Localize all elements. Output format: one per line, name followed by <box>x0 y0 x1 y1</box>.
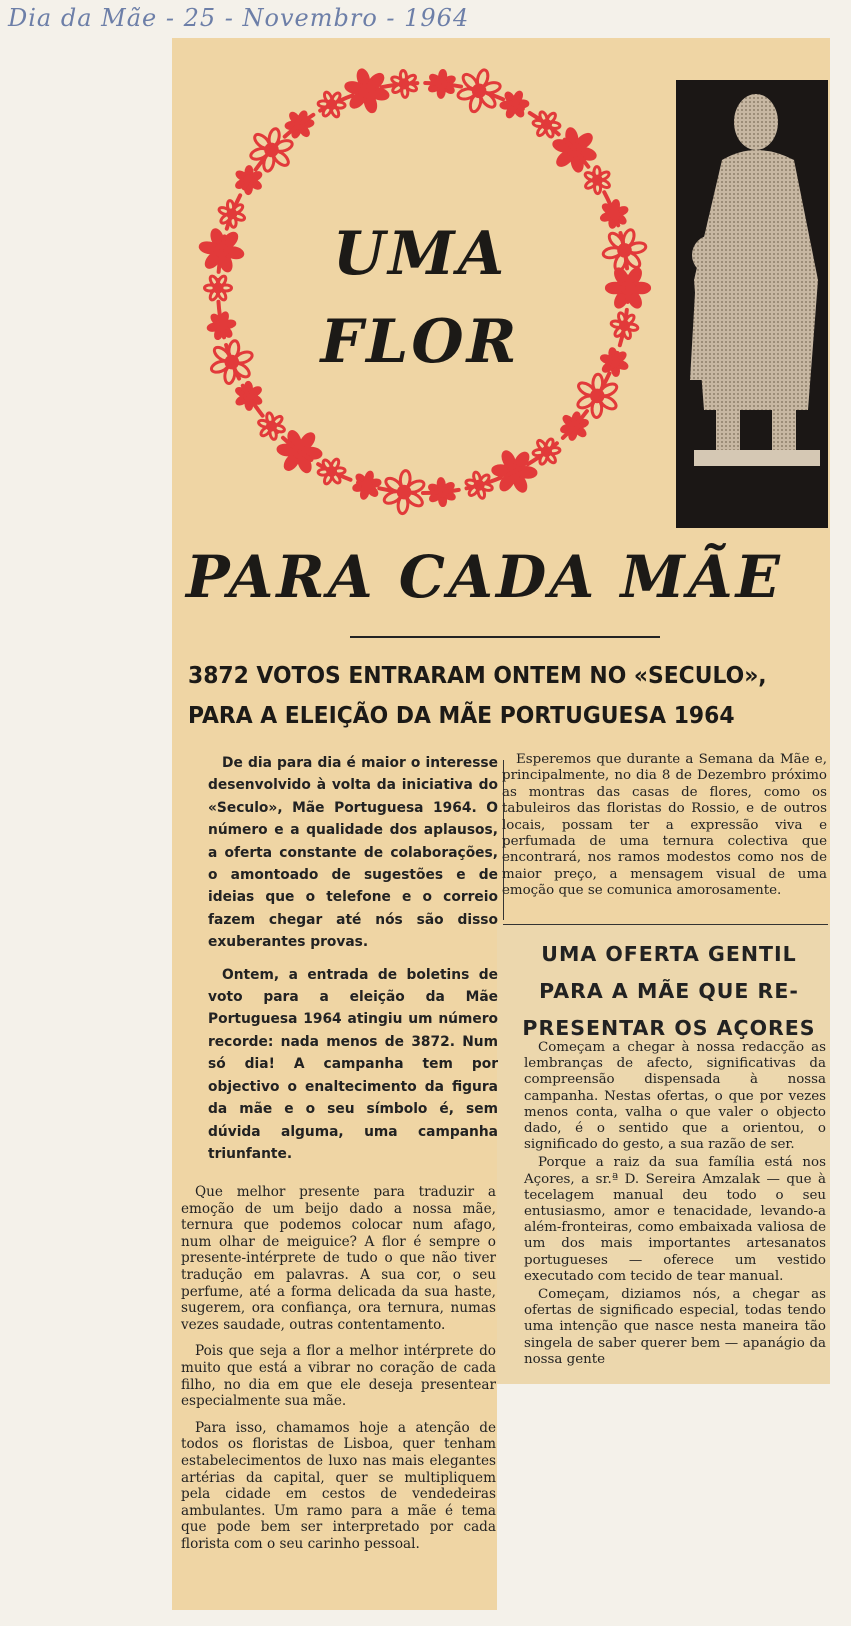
box-divider <box>503 924 828 925</box>
mother-and-child-photo <box>676 80 828 528</box>
headline: PARA CADA MÃE <box>186 543 783 611</box>
box-title-line-3: PRESENTAR OS AÇORES <box>522 1016 816 1040</box>
body-paragraph: Que melhor presente para traduzir a emoção de um beijo dado a nossa mãe, ternura que podemos colocar num afago, num olhar de meiguice? A flor é sempre o presente-intérprete de tudo o que não tiver tradução em palavras. A sua cor, o seu perfume, até a forma delicada da sua haste, sugerem, ora confiança, ora ternura, numas vezes saudade, outras contentamento. <box>181 1184 496 1333</box>
box-title-line-2: PARA A MÃE QUE RE- <box>539 979 799 1003</box>
feature-title-line-1: UMA <box>332 219 508 289</box>
box-title <box>510 936 828 1047</box>
box-paragraph: Porque a raiz da sua família está nos Açores, a sr.ª D. Sereira Amzalak — que à tecelagem manual deu todo o seu entusiasmo, amor e tenacidade, levando-a além-fronteiras, como embaixada valiosa de um dos mais importantes artesanatos portugueses — oferece um vestido executado com tecido de tear manual. <box>524 1155 826 1284</box>
subheadline-line-1: 3872 VOTOS ENTRARAM ONTEM NO «SECULO», <box>188 661 767 689</box>
lead-paragraph: De dia para dia é maior o interesse desenvolvido à volta da iniciativa do «Seculo», Mãe Portuguesa 1964. O número e a qualidade dos aplausos, a oferta constante de colaborações, o amontoado de sugestões e de ideias que o telefone e o correio fazem chegar até nós são disso exuberantes provas. <box>208 755 498 951</box>
box-paragraph: Começam, diziamos nós, a chegar as ofertas de significado especial, todas tendo uma intenção que nasce nesta maneira tão singela de saber querer bem — apanágio da nossa gente <box>524 1287 826 1367</box>
lead-paragraph: Ontem, a entrada de boletins de voto para a eleição da Mãe Portuguesa 1964 atingiu um número recorde: nada menos de 3872. Num só dia! A campanha tem por objectivo o enaltecimento da figura da mãe e o seu símbolo é, sem dúvida alguma, uma campanha triunfante. <box>208 966 498 1162</box>
right-paragraph: Esperemos que durante a Semana da Mãe e, principalmente, no dia 8 de Dezembro próximo as montras das casas de flores, como os tabuleiros das floristas do Rossio, e de outros locais, possam ter a expressão viva e perfumada de uma ternura colectiva que encontrará, nos ramos modestos como nos de maior preço, a mensagem visual de uma emoção que se comunica amorosamente. <box>502 752 827 899</box>
body-paragraph: Pois que seja a flor a melhor intérprete do muito que está a vibrar no coração de cada filho, no dia em que ele deseja presentear especialmente sua mãe. <box>181 1343 496 1410</box>
handwritten-date-note: Dia da Mãe - 25 - Novembro - 1964 <box>8 4 470 32</box>
feature-title <box>300 210 540 386</box>
lead-column <box>208 752 498 1175</box>
box-article-text <box>524 1040 826 1370</box>
headline-rule <box>350 636 660 638</box>
box-paragraph: Começam a chegar à nossa redacção as lembranças de afecto, significativas da compreensão dispensada à nossa campanha. Nestas ofertas, o que por vezes menos conta, valha o que valer o objecto dado, é o sentido que a orientou, o significado do gesto, a sua razão de ser. <box>524 1040 826 1153</box>
body-paragraph: Para isso, chamamos hoje a atenção de todos os floristas de Lisboa, quer tenham estabelecimentos de luxo nas mais elegantes artérias da capital, quer se multipliquem pela cidade em cestos de vendedeiras ambulantes. Um ramo para a mãe é tema que pode bem ser interpretado por cada florista com o seu carinho pessoal. <box>181 1419 496 1552</box>
feature-title-line-2: FLOR <box>320 307 520 377</box>
box-title-line-1: UMA OFERTA GENTIL <box>541 942 797 966</box>
subheadline-line-2: PARA A ELEIÇÃO DA MÃE PORTUGUESA 1964 <box>188 701 735 729</box>
right-column-text <box>502 752 827 900</box>
subheadline <box>188 655 788 735</box>
body-column <box>181 1184 496 1562</box>
